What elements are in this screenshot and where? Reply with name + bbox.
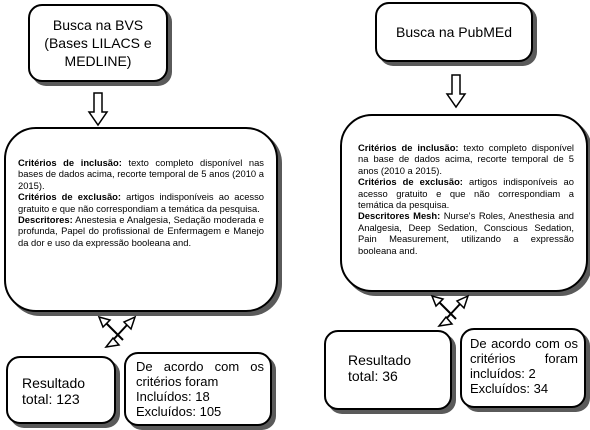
descriptors: Descritores Mesh: Nurse's Roles, Anesthesia and Analgesia, Deep Sedation, Conscious Sedation, Pain Measurement, utilizando a expressão booleana and. <box>358 210 574 256</box>
pubmed-criteria-result-box <box>460 328 586 408</box>
pubmed-result-total: Resultado total: 36 <box>348 352 412 384</box>
inclusion-criteria: Critérios de inclusão: texto completo disponível nas bases de dados acima, recorte temporal de 5 anos (2010 a 2015). <box>18 157 264 191</box>
bvs-included: Incluídos: 18 <box>136 389 210 404</box>
pubmed-search-title: Busca na PubMEd <box>396 24 512 40</box>
bvs-result-box <box>6 356 116 424</box>
bvs-criteria-result: De acordo com os critérios foram <box>136 359 264 389</box>
bvs-result-total: Resultado total: 123 <box>22 375 86 407</box>
down-arrow-icon <box>88 92 108 126</box>
bvs-criteria-result-box <box>124 352 272 426</box>
down-arrow-icon <box>446 74 466 108</box>
pubmed-result-box <box>324 330 452 410</box>
split-arrow-icon <box>97 311 137 351</box>
pubmed-criteria-result: De acordo com os critérios foram incluídos: 2 <box>470 336 578 381</box>
bvs-criteria-box <box>4 127 278 312</box>
pubmed-criteria-box <box>340 114 588 292</box>
pubmed-excluded: Excluídos: 34 <box>470 381 549 396</box>
pubmed-search-box <box>375 2 533 62</box>
bvs-search-title: Busca na BVS (Bases LILACS e MEDLINE) <box>44 17 152 69</box>
split-arrow-icon <box>430 290 470 330</box>
bvs-search-box <box>28 4 168 82</box>
descriptors: Descritores: Anestesia e Analgesia, Sedação moderada e profunda, Papel do profissional de Enfermagem e Manejo da dor e uso da expressão booleana and. <box>18 214 264 248</box>
inclusion-criteria: Critérios de inclusão: texto completo disponível na base de dados acima, recorte temporal de 5 anos (2010 a 2015). <box>358 142 574 176</box>
exclusion-criteria: Critérios de exclusão: artigos indisponíveis ao acesso gratuito e que não correspondiam a temática da pesquisa. <box>18 191 265 214</box>
exclusion-criteria: Critérios de exclusão: artigos indisponíveis ao acesso gratuito e que não correspondiam a temática da pesquisa. <box>358 176 574 211</box>
bvs-excluded: Excluídos: 105 <box>136 404 222 419</box>
